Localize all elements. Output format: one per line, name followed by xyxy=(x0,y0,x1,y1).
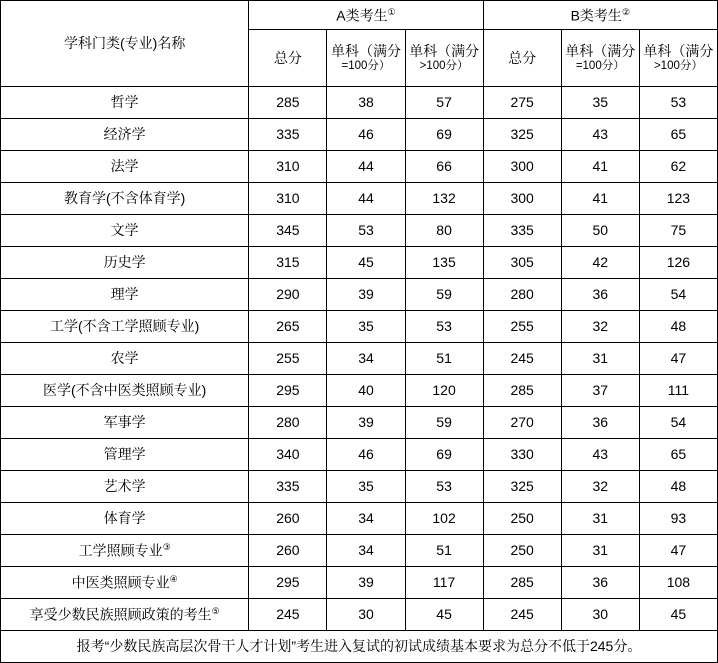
header-group-a-label: A类考生 xyxy=(336,7,388,24)
row-score-cell: 35 xyxy=(327,471,405,503)
row-score-cell: 32 xyxy=(561,311,639,343)
row-score-cell: 35 xyxy=(561,87,639,119)
row-discipline-label: 管理学 xyxy=(103,446,146,463)
row-score-cell: 126 xyxy=(639,247,717,279)
row-discipline-name xyxy=(1,407,249,439)
row-score-cell: 123 xyxy=(639,183,717,215)
header-sub-b-single100gt-line1: 单科（满分 xyxy=(643,42,714,59)
row-score-cell: 280 xyxy=(249,407,327,439)
row-score-cell: 69 xyxy=(405,439,483,471)
row-discipline-name xyxy=(1,151,249,183)
row-score-cell: 65 xyxy=(639,119,717,151)
row-score-cell: 66 xyxy=(405,151,483,183)
row-score-cell: 285 xyxy=(483,567,561,599)
row-score-cell: 260 xyxy=(249,535,327,567)
row-score-cell: 265 xyxy=(249,311,327,343)
row-score-cell: 315 xyxy=(249,247,327,279)
row-score-cell: 32 xyxy=(561,471,639,503)
table-row xyxy=(1,247,718,279)
table-row xyxy=(1,151,718,183)
row-score-cell: 310 xyxy=(249,151,327,183)
row-score-cell: 325 xyxy=(483,471,561,503)
row-score-cell: 54 xyxy=(639,279,717,311)
row-score-cell: 37 xyxy=(561,375,639,407)
header-sub-a-single100gt-line1: 单科（满分 xyxy=(409,42,480,59)
row-score-cell: 34 xyxy=(327,343,405,375)
header-sub-a-single100eq xyxy=(327,30,405,87)
row-score-cell: 325 xyxy=(483,119,561,151)
header-cell-name xyxy=(1,1,249,87)
row-score-cell: 69 xyxy=(405,119,483,151)
row-discipline-label: 享受少数民族照顾政策的考生 xyxy=(29,606,212,623)
row-score-cell: 270 xyxy=(483,407,561,439)
row-discipline-label: 工学照顾专业 xyxy=(78,542,163,559)
row-score-cell: 46 xyxy=(327,439,405,471)
row-discipline-marker: ④ xyxy=(169,574,178,585)
row-score-cell: 285 xyxy=(249,87,327,119)
row-score-cell: 44 xyxy=(327,183,405,215)
row-score-cell: 45 xyxy=(327,247,405,279)
table-footer xyxy=(1,631,718,663)
row-discipline-label: 理学 xyxy=(110,286,139,303)
row-score-cell: 50 xyxy=(561,215,639,247)
table-row xyxy=(1,407,718,439)
header-sub-b-single100gt xyxy=(639,30,717,87)
table-row xyxy=(1,183,718,215)
row-score-cell: 80 xyxy=(405,215,483,247)
row-discipline-marker: ⑤ xyxy=(211,606,220,617)
row-score-cell: 245 xyxy=(483,599,561,631)
row-discipline-label: 农学 xyxy=(110,350,139,367)
row-score-cell: 53 xyxy=(405,311,483,343)
row-discipline-label: 军事学 xyxy=(103,414,146,431)
row-score-cell: 38 xyxy=(327,87,405,119)
row-score-cell: 30 xyxy=(327,599,405,631)
header-sub-a-total xyxy=(249,30,327,87)
row-score-cell: 36 xyxy=(561,407,639,439)
row-discipline-label: 艺术学 xyxy=(103,478,146,495)
row-score-cell: 120 xyxy=(405,375,483,407)
row-score-cell: 46 xyxy=(327,119,405,151)
row-score-cell: 48 xyxy=(639,471,717,503)
row-score-cell: 53 xyxy=(405,471,483,503)
row-score-cell: 108 xyxy=(639,567,717,599)
table-row xyxy=(1,471,718,503)
row-score-cell: 31 xyxy=(561,535,639,567)
table-row xyxy=(1,503,718,535)
row-score-cell: 35 xyxy=(327,311,405,343)
row-score-cell: 255 xyxy=(483,311,561,343)
row-discipline-marker: ③ xyxy=(162,542,171,553)
row-discipline-label: 经济学 xyxy=(103,126,146,143)
row-score-cell: 31 xyxy=(561,343,639,375)
table-row xyxy=(1,375,718,407)
table-row xyxy=(1,215,718,247)
row-score-cell: 135 xyxy=(405,247,483,279)
row-score-cell: 310 xyxy=(249,183,327,215)
table-row xyxy=(1,535,718,567)
header-group-a xyxy=(249,1,483,30)
row-score-cell: 41 xyxy=(561,151,639,183)
row-score-cell: 300 xyxy=(483,183,561,215)
row-discipline-name xyxy=(1,471,249,503)
row-score-cell: 43 xyxy=(561,119,639,151)
row-discipline-label: 教育学(不含体育学) xyxy=(64,190,186,207)
row-score-cell: 335 xyxy=(483,215,561,247)
header-sub-b-total xyxy=(483,30,561,87)
row-score-cell: 53 xyxy=(639,87,717,119)
row-discipline-name xyxy=(1,343,249,375)
header-sub-a-single100gt-line2: >100分） xyxy=(419,59,469,72)
row-score-cell: 93 xyxy=(639,503,717,535)
header-sub-b-single100gt-line2: >100分） xyxy=(653,59,703,72)
row-discipline-name xyxy=(1,311,249,343)
row-discipline-name xyxy=(1,503,249,535)
header-group-b-label: B类考生 xyxy=(570,7,622,24)
row-score-cell: 250 xyxy=(483,503,561,535)
row-discipline-label: 哲学 xyxy=(110,94,139,111)
row-score-cell: 280 xyxy=(483,279,561,311)
row-score-cell: 295 xyxy=(249,375,327,407)
row-discipline-label: 体育学 xyxy=(103,510,146,527)
row-discipline-name xyxy=(1,439,249,471)
row-score-cell: 290 xyxy=(249,279,327,311)
table-row xyxy=(1,343,718,375)
row-score-cell: 40 xyxy=(327,375,405,407)
row-score-cell: 39 xyxy=(327,407,405,439)
row-score-cell: 59 xyxy=(405,279,483,311)
row-discipline-name xyxy=(1,375,249,407)
row-score-cell: 117 xyxy=(405,567,483,599)
row-score-cell: 340 xyxy=(249,439,327,471)
row-discipline-name xyxy=(1,599,249,631)
row-discipline-label: 中医类照顾专业 xyxy=(71,574,170,591)
row-discipline-name xyxy=(1,87,249,119)
row-score-cell: 36 xyxy=(561,567,639,599)
row-score-cell: 260 xyxy=(249,503,327,535)
header-sub-b-single100eq-line2: =100分） xyxy=(575,59,625,72)
header-group-a-marker: ① xyxy=(387,6,396,17)
row-score-cell: 111 xyxy=(639,375,717,407)
row-score-cell: 53 xyxy=(327,215,405,247)
table-row xyxy=(1,87,718,119)
row-score-cell: 44 xyxy=(327,151,405,183)
footnote-text: 报考“少数民族高层次骨干人才计划”考生进入复试的初试成绩基本要求为总分不低于245分。 xyxy=(76,638,642,655)
row-score-cell: 305 xyxy=(483,247,561,279)
row-score-cell: 245 xyxy=(483,343,561,375)
row-score-cell: 102 xyxy=(405,503,483,535)
row-score-cell: 54 xyxy=(639,407,717,439)
table-row xyxy=(1,119,718,151)
row-score-cell: 39 xyxy=(327,567,405,599)
row-score-cell: 132 xyxy=(405,183,483,215)
row-discipline-name xyxy=(1,183,249,215)
row-score-cell: 43 xyxy=(561,439,639,471)
table-body xyxy=(1,87,718,631)
table-row xyxy=(1,567,718,599)
row-discipline-name xyxy=(1,119,249,151)
row-discipline-label: 医学(不含中医类照顾专业) xyxy=(43,382,207,399)
table-row xyxy=(1,279,718,311)
row-score-cell: 62 xyxy=(639,151,717,183)
table-header xyxy=(1,1,718,87)
row-score-cell: 335 xyxy=(249,119,327,151)
row-score-cell: 42 xyxy=(561,247,639,279)
row-score-cell: 45 xyxy=(639,599,717,631)
row-discipline-label: 文学 xyxy=(110,222,139,239)
row-score-cell: 59 xyxy=(405,407,483,439)
table-row xyxy=(1,439,718,471)
header-sub-a-single100eq-line2: =100分） xyxy=(341,59,391,72)
row-score-cell: 51 xyxy=(405,535,483,567)
row-score-cell: 285 xyxy=(483,375,561,407)
row-score-cell: 48 xyxy=(639,311,717,343)
footnote-row xyxy=(1,631,718,663)
row-score-cell: 300 xyxy=(483,151,561,183)
row-discipline-name xyxy=(1,567,249,599)
row-score-cell: 75 xyxy=(639,215,717,247)
row-score-cell: 47 xyxy=(639,535,717,567)
row-score-cell: 57 xyxy=(405,87,483,119)
footnote-cell xyxy=(1,631,718,663)
row-score-cell: 335 xyxy=(249,471,327,503)
table-row xyxy=(1,311,718,343)
row-score-cell: 36 xyxy=(561,279,639,311)
header-sub-b-single100eq-line1: 单科（满分 xyxy=(565,42,636,59)
row-discipline-label: 工学(不含工学照顾专业) xyxy=(50,318,200,335)
row-score-cell: 250 xyxy=(483,535,561,567)
header-sub-a-single100gt xyxy=(405,30,483,87)
header-name-label: 学科门类(专业)名称 xyxy=(64,35,186,52)
row-discipline-label: 历史学 xyxy=(103,254,146,271)
row-discipline-name xyxy=(1,279,249,311)
row-score-cell: 295 xyxy=(249,567,327,599)
row-discipline-name xyxy=(1,535,249,567)
header-sub-a-single100eq-line1: 单科（满分 xyxy=(330,42,401,59)
header-group-row xyxy=(1,1,718,30)
row-score-cell: 330 xyxy=(483,439,561,471)
row-score-cell: 31 xyxy=(561,503,639,535)
row-score-cell: 39 xyxy=(327,279,405,311)
row-score-cell: 255 xyxy=(249,343,327,375)
row-score-cell: 41 xyxy=(561,183,639,215)
table-row xyxy=(1,599,718,631)
row-score-cell: 30 xyxy=(561,599,639,631)
row-score-cell: 51 xyxy=(405,343,483,375)
header-sub-a-total-line1: 总分 xyxy=(273,49,302,66)
header-group-b-marker: ② xyxy=(621,6,631,17)
row-discipline-name xyxy=(1,247,249,279)
row-discipline-name xyxy=(1,215,249,247)
row-score-cell: 245 xyxy=(249,599,327,631)
row-score-cell: 34 xyxy=(327,535,405,567)
row-score-cell: 275 xyxy=(483,87,561,119)
row-discipline-label: 法学 xyxy=(110,158,139,175)
header-sub-b-single100eq xyxy=(561,30,639,87)
row-score-cell: 45 xyxy=(405,599,483,631)
row-score-cell: 34 xyxy=(327,503,405,535)
header-group-b xyxy=(483,1,717,30)
row-score-cell: 47 xyxy=(639,343,717,375)
header-sub-b-total-line1: 总分 xyxy=(508,49,537,66)
row-score-cell: 345 xyxy=(249,215,327,247)
row-score-cell: 65 xyxy=(639,439,717,471)
